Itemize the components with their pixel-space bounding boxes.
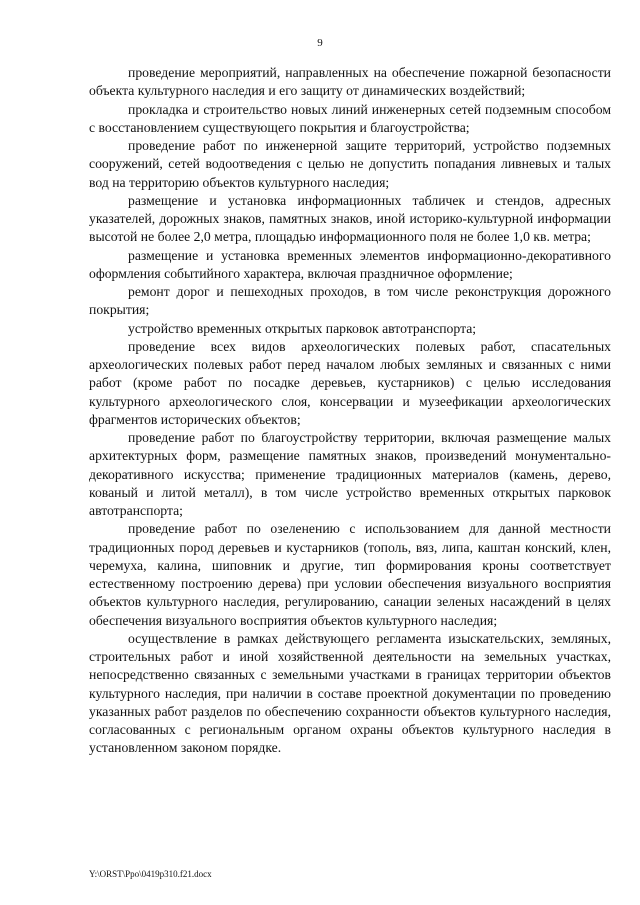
paragraph: проведение работ по благоустройству территории, включая размещение малых архитектурных форм, размещение памятных знаков, произведений монументально-декоративного искусства; применение традиционных материалов (камень, дерево, кованый и литой металл), в том числе устройство временных открытых парковок автотранспорта; bbox=[89, 430, 611, 518]
paragraph: размещение и установка информационных табличек и стендов, адресных указателей, дорожных знаков, памятных знаков, иной историко-культурной информации высотой не более 2,0 метра, площадью информационного поля не более 1,0 кв. метра; bbox=[89, 192, 611, 245]
page-number: 9 bbox=[317, 37, 323, 49]
file-path-footer: Y:\ORST\Ppo\0419p310.f21.docx bbox=[89, 869, 212, 879]
paragraph: проведение всех видов археологических полевых работ, спасательных археологических полевых работ перед началом любых земляных и связанных с ними работ (кроме работ по посадке деревьев, кустарников) с целью исследования культурного археологического слоя, консервации и музеефикации археологических фрагментов исторических объектов; bbox=[89, 338, 611, 427]
paragraph: устройство временных открытых парковок автотранспорта; bbox=[128, 320, 477, 336]
document-body bbox=[89, 64, 611, 758]
paragraph: проведение работ по инженерной защите территорий, устройство подземных сооружений, сетей водоотведения с целью не допустить попадания ливневых и талых вод на территорию объектов культурного наследия; bbox=[89, 138, 611, 190]
paragraph: проведение работ по озеленению с использованием для данной местности традиционных пород деревьев и кустарников (тополь, вяз, липа, каштан конский, клен, черемуха, калина, шиповник и другие, тип формирования кроны соответствует естественному построению дерева) при условии обеспечения визуального восприятия объектов культурного наследия, регулированию, санации зеленых насаждений в целях обеспечения визуального восприятия объектов культурного наследия; bbox=[89, 521, 611, 628]
paragraph: размещение и установка временных элементов информационно-декоративного оформления событийного характера, включая праздничное оформление; bbox=[89, 247, 611, 281]
paragraph: прокладка и строительство новых линий инженерных сетей подземным способом с восстановлением существующего покрытия и благоустройства; bbox=[89, 101, 611, 135]
paragraph: осуществление в рамках действующего регламента изыскательских, земляных, строительных работ и иной хозяйственной деятельности на земельных участках, непосредственно связанных с земельными участками в границах территории объектов культурного наследия, при наличии в составе проектной документации по проведению указанных работ разделов по обеспечению сохранности объектов культурного наследия, согласованных с региональным органом охраны объектов культурного наследия в установленном законом порядке. bbox=[89, 630, 611, 756]
paragraph: проведение мероприятий, направленных на обеспечение пожарной безопасности объекта культурного наследия и его защиту от динамических воздействий; bbox=[89, 65, 611, 99]
paragraph: ремонт дорог и пешеходных проходов, в том числе реконструкция дорожного покрытия; bbox=[89, 284, 611, 318]
